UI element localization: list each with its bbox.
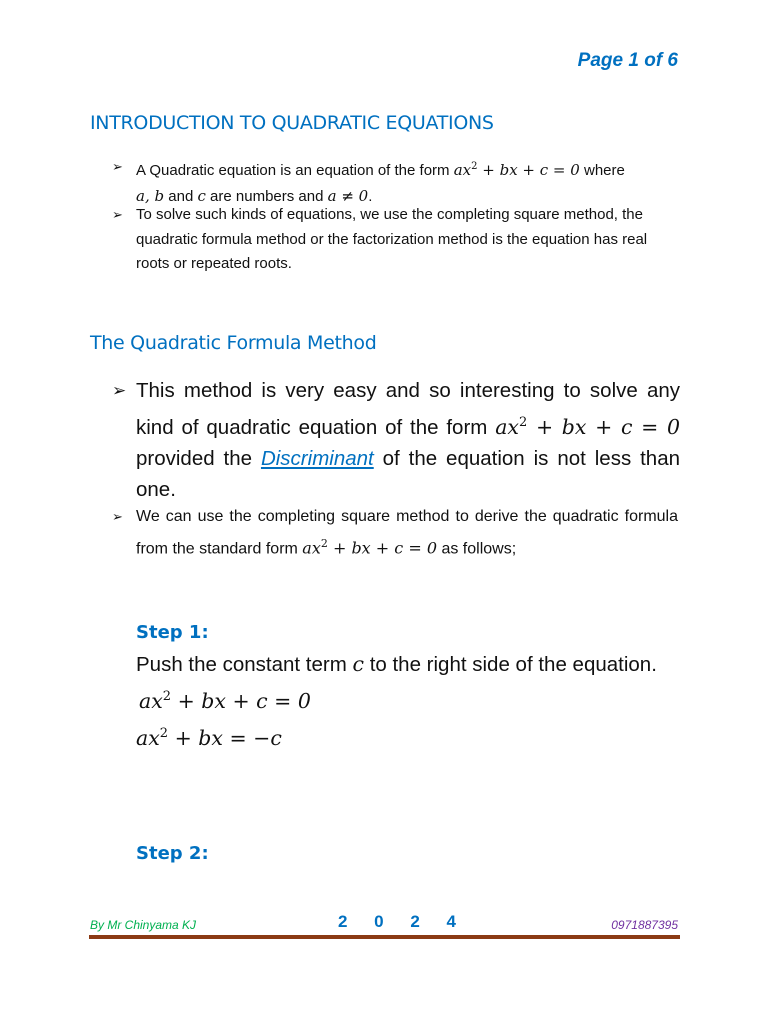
text-run: provided the (136, 446, 261, 470)
text-run: We can use the completing square method to derive the quadratic formula from the standard form (136, 508, 678, 558)
footer-author: By Mr Chinyama KJ (90, 918, 197, 932)
section-title-introduction: INTRODUCTION TO QUADRATIC EQUATIONS (90, 112, 494, 134)
math-superscript: 2 (519, 414, 528, 430)
text-run: to the right side of the equation. (364, 653, 657, 676)
step-2-heading: Step 2: (136, 843, 209, 864)
step-1-body (136, 648, 696, 755)
math-run: ax (136, 725, 160, 750)
text-run: and (164, 187, 198, 205)
arrow-bullet-icon: ➢ (112, 159, 123, 174)
math-run: a ≠ 0 (327, 186, 369, 205)
math-superscript: 2 (159, 725, 169, 741)
step-1-equation-2 (136, 718, 696, 755)
text-run: A Quadratic equation is an equation of the form (136, 162, 454, 179)
step-1-heading: Step 1: (136, 622, 209, 643)
formula-bullet-1-text (136, 375, 680, 506)
math-run: + bx + c = 0 (477, 161, 580, 179)
math-superscript: 2 (320, 537, 328, 550)
arrow-bullet-icon: ➢ (112, 509, 123, 524)
math-run: + bx + c = 0 (527, 414, 681, 439)
math-run: a, b (136, 186, 165, 205)
math-run: + bx + c = 0 (327, 538, 437, 558)
text-run: as follows; (437, 540, 517, 558)
section-title-quadratic-formula: The Quadratic Formula Method (90, 332, 377, 354)
math-run: c (352, 652, 364, 676)
arrow-bullet-icon: ➢ (112, 207, 123, 222)
discriminant-link[interactable]: Discriminant (260, 446, 374, 470)
footer-phone: 0971887395 (611, 918, 678, 932)
step-1-instruction (136, 648, 696, 681)
math-run: c (197, 186, 206, 205)
math-superscript: 2 (471, 161, 478, 172)
text-run: Push the constant term (136, 653, 353, 676)
text-run: where (579, 162, 625, 179)
footer-divider (89, 935, 680, 939)
math-run: ax (139, 688, 163, 713)
math-run: + bx + c = 0 (171, 688, 311, 713)
math-superscript: 2 (162, 689, 172, 704)
intro-bullet-2-text: To solve such kinds of equations, we use the completing square method, the quadratic formula method or the factorization method is the equation has real roots or repeated roots. (136, 206, 648, 272)
text-run: are numbers and (205, 187, 328, 205)
math-run: ax (302, 538, 321, 558)
intro-bullet-2 (112, 203, 678, 277)
footer-year: 2 0 2 4 (338, 912, 457, 931)
formula-bullet-2-text (136, 503, 678, 562)
page-number: Page 1 of 6 (577, 50, 678, 71)
text-run: This method is very easy and so interesting to solve any kind of quadratic equation of the form (136, 379, 680, 439)
formula-bullet-2 (112, 503, 678, 562)
text-run: . (368, 187, 373, 205)
math-run: + bx = −c (168, 725, 282, 750)
arrow-bullet-icon: ➢ (112, 381, 127, 400)
intro-bullet-1 (112, 155, 678, 209)
intro-bullet-1-text (136, 155, 678, 209)
formula-bullet-1 (112, 375, 680, 506)
math-run: ax (495, 414, 519, 439)
step-1-equation-1 (136, 681, 696, 718)
math-run: ax (453, 161, 472, 179)
text-run: of the equation is not less than one. (136, 446, 680, 502)
